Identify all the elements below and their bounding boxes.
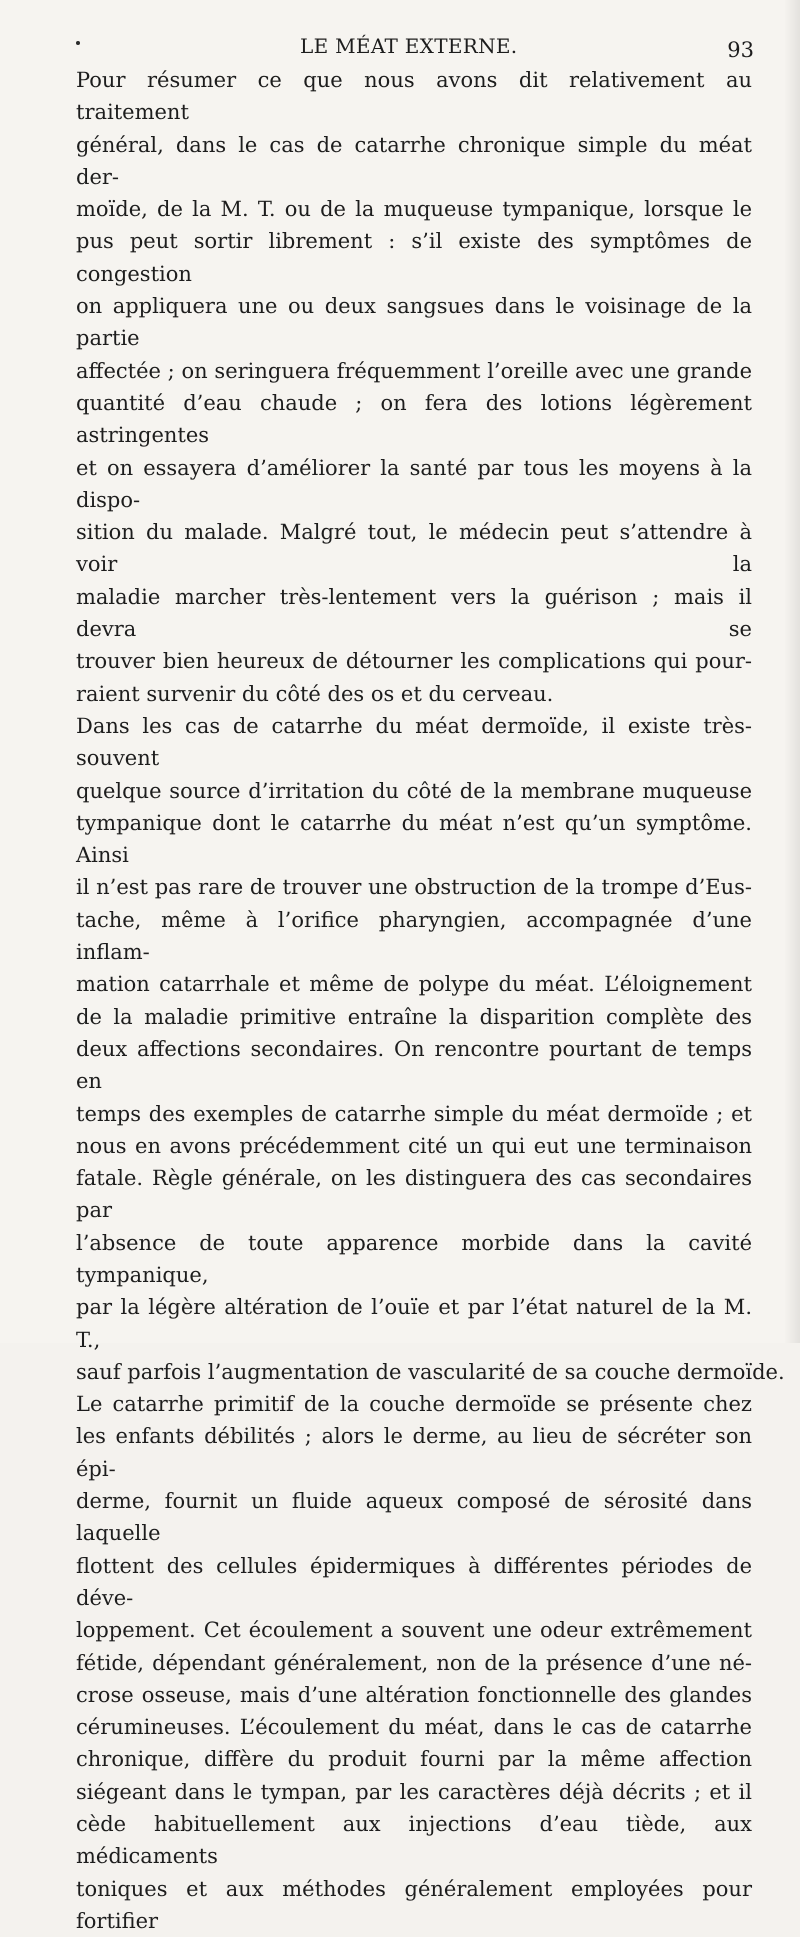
text-line: cérumineuses. L’écoulement du méat, dans le cas de catarrhe (76, 1715, 752, 1740)
text-line: nous en avons précédemment cité un qui eut une terminaison (76, 1133, 752, 1158)
text-line: cède habituellement aux injections d’eau tiède, aux médicaments (76, 1812, 752, 1869)
paragraph-2 (76, 710, 785, 1388)
text-line: sition du malade. Malgré tout, le médecin peut s’attendre à voir la (76, 520, 752, 577)
text-line: quelque source d’irritation du côté de la membrane muqueuse (76, 778, 752, 803)
text-line: pus peut sortir librement : s’il existe des symptômes de congestion (76, 229, 752, 286)
page-edge-shadow (784, 0, 800, 1343)
text-line: Le catarrhe primitif de la couche dermoïde se présente chez (76, 1392, 752, 1417)
page-number: 93 (727, 38, 754, 62)
text-line: toniques et aux méthodes généralement employées pour fortifier (76, 1876, 752, 1933)
text-line: trouver bien heureux de détourner les complications qui pour- (76, 649, 752, 674)
page-header (76, 33, 764, 63)
paragraph-1 (76, 64, 752, 710)
text-line: crose osseuse, mais d’une altération fonctionnelle des glandes (76, 1682, 752, 1707)
margin-dot (76, 41, 80, 45)
text-line: fatale. Règle générale, on les distinguera des cas secondaires par (76, 1166, 752, 1223)
text-line: sauf parfois l’augmentation de vascularité de sa couche dermoïde. (76, 1359, 785, 1384)
text-line: de la maladie primitive entraîne la disparition complète des (76, 1004, 752, 1029)
text-line: Dans les cas de catarrhe du méat dermoïde, il existe très-souvent (76, 713, 752, 771)
text-line: fétide, dépendant généralement, non de la présence d’une né- (76, 1650, 752, 1675)
text-line: par la légère altération de l’ouïe et par l’état naturel de la M. T., (76, 1295, 752, 1352)
text-line: derme, fournit un fluide aqueux composé de sérosité dans laquelle (76, 1489, 752, 1546)
text-line: deux affections secondaires. On rencontre pourtant de temps en (76, 1036, 752, 1094)
text-line: et on essayera d’améliorer la santé par tous les moyens à la dispo- (76, 455, 752, 512)
text-line: mation catarrhale et même de polype du méat. L’éloignement (76, 972, 752, 997)
text-line: Pour résumer ce que nous avons dit relativement au traitement (76, 68, 752, 125)
text-line: chronique, diffère du produit fourni par la même affection (76, 1747, 752, 1772)
body-text (76, 64, 785, 1937)
text-line: les enfants débilités ; alors le derme, au lieu de sécréter son épi- (76, 1424, 752, 1481)
text-line: général, dans le cas de catarrhe chronique simple du méat der- (76, 132, 752, 189)
text-line: moïde, de la M. T. ou de la muqueuse tympanique, lorsque le (76, 197, 752, 222)
running-title: LE MÉAT EXTERNE. (300, 34, 518, 58)
text-line: flottent des cellules épidermiques à différentes périodes de déve- (76, 1553, 752, 1610)
text-line: quantité d’eau chaude ; on fera des lotions légèrement astringentes (76, 390, 752, 448)
text-line: siégeant dans le tympan, par les caractères déjà décrits ; et il (76, 1779, 752, 1804)
text-line: on appliquera une ou deux sangsues dans le voisinage de la partie (76, 294, 752, 351)
paragraph-3 (76, 1388, 752, 1937)
text-line: tache, même à l’orifice pharyngien, accompagnée d’une inflam- (76, 907, 752, 965)
text-line: temps des exemples de catarrhe simple du méat dermoïde ; et (76, 1101, 752, 1126)
text-line: affectée ; on seringuera fréquemment l’oreille avec une grande (76, 358, 752, 383)
text-line: il n’est pas rare de trouver une obstruction de la trompe d’Eus- (76, 875, 752, 900)
text-line: loppement. Cet écoulement a souvent une odeur extrêmement (76, 1618, 752, 1643)
text-line: raient survenir du côté des os et du cerveau. (76, 681, 554, 706)
text-line: l’absence de toute apparence morbide dans la cavité tympanique, (76, 1230, 752, 1287)
text-line: maladie marcher très-lentement vers la guérison ; mais il devra se (76, 584, 752, 642)
text-line: tympanique dont le catarrhe du méat n’est qu’un symptôme. Ainsi (76, 810, 752, 868)
